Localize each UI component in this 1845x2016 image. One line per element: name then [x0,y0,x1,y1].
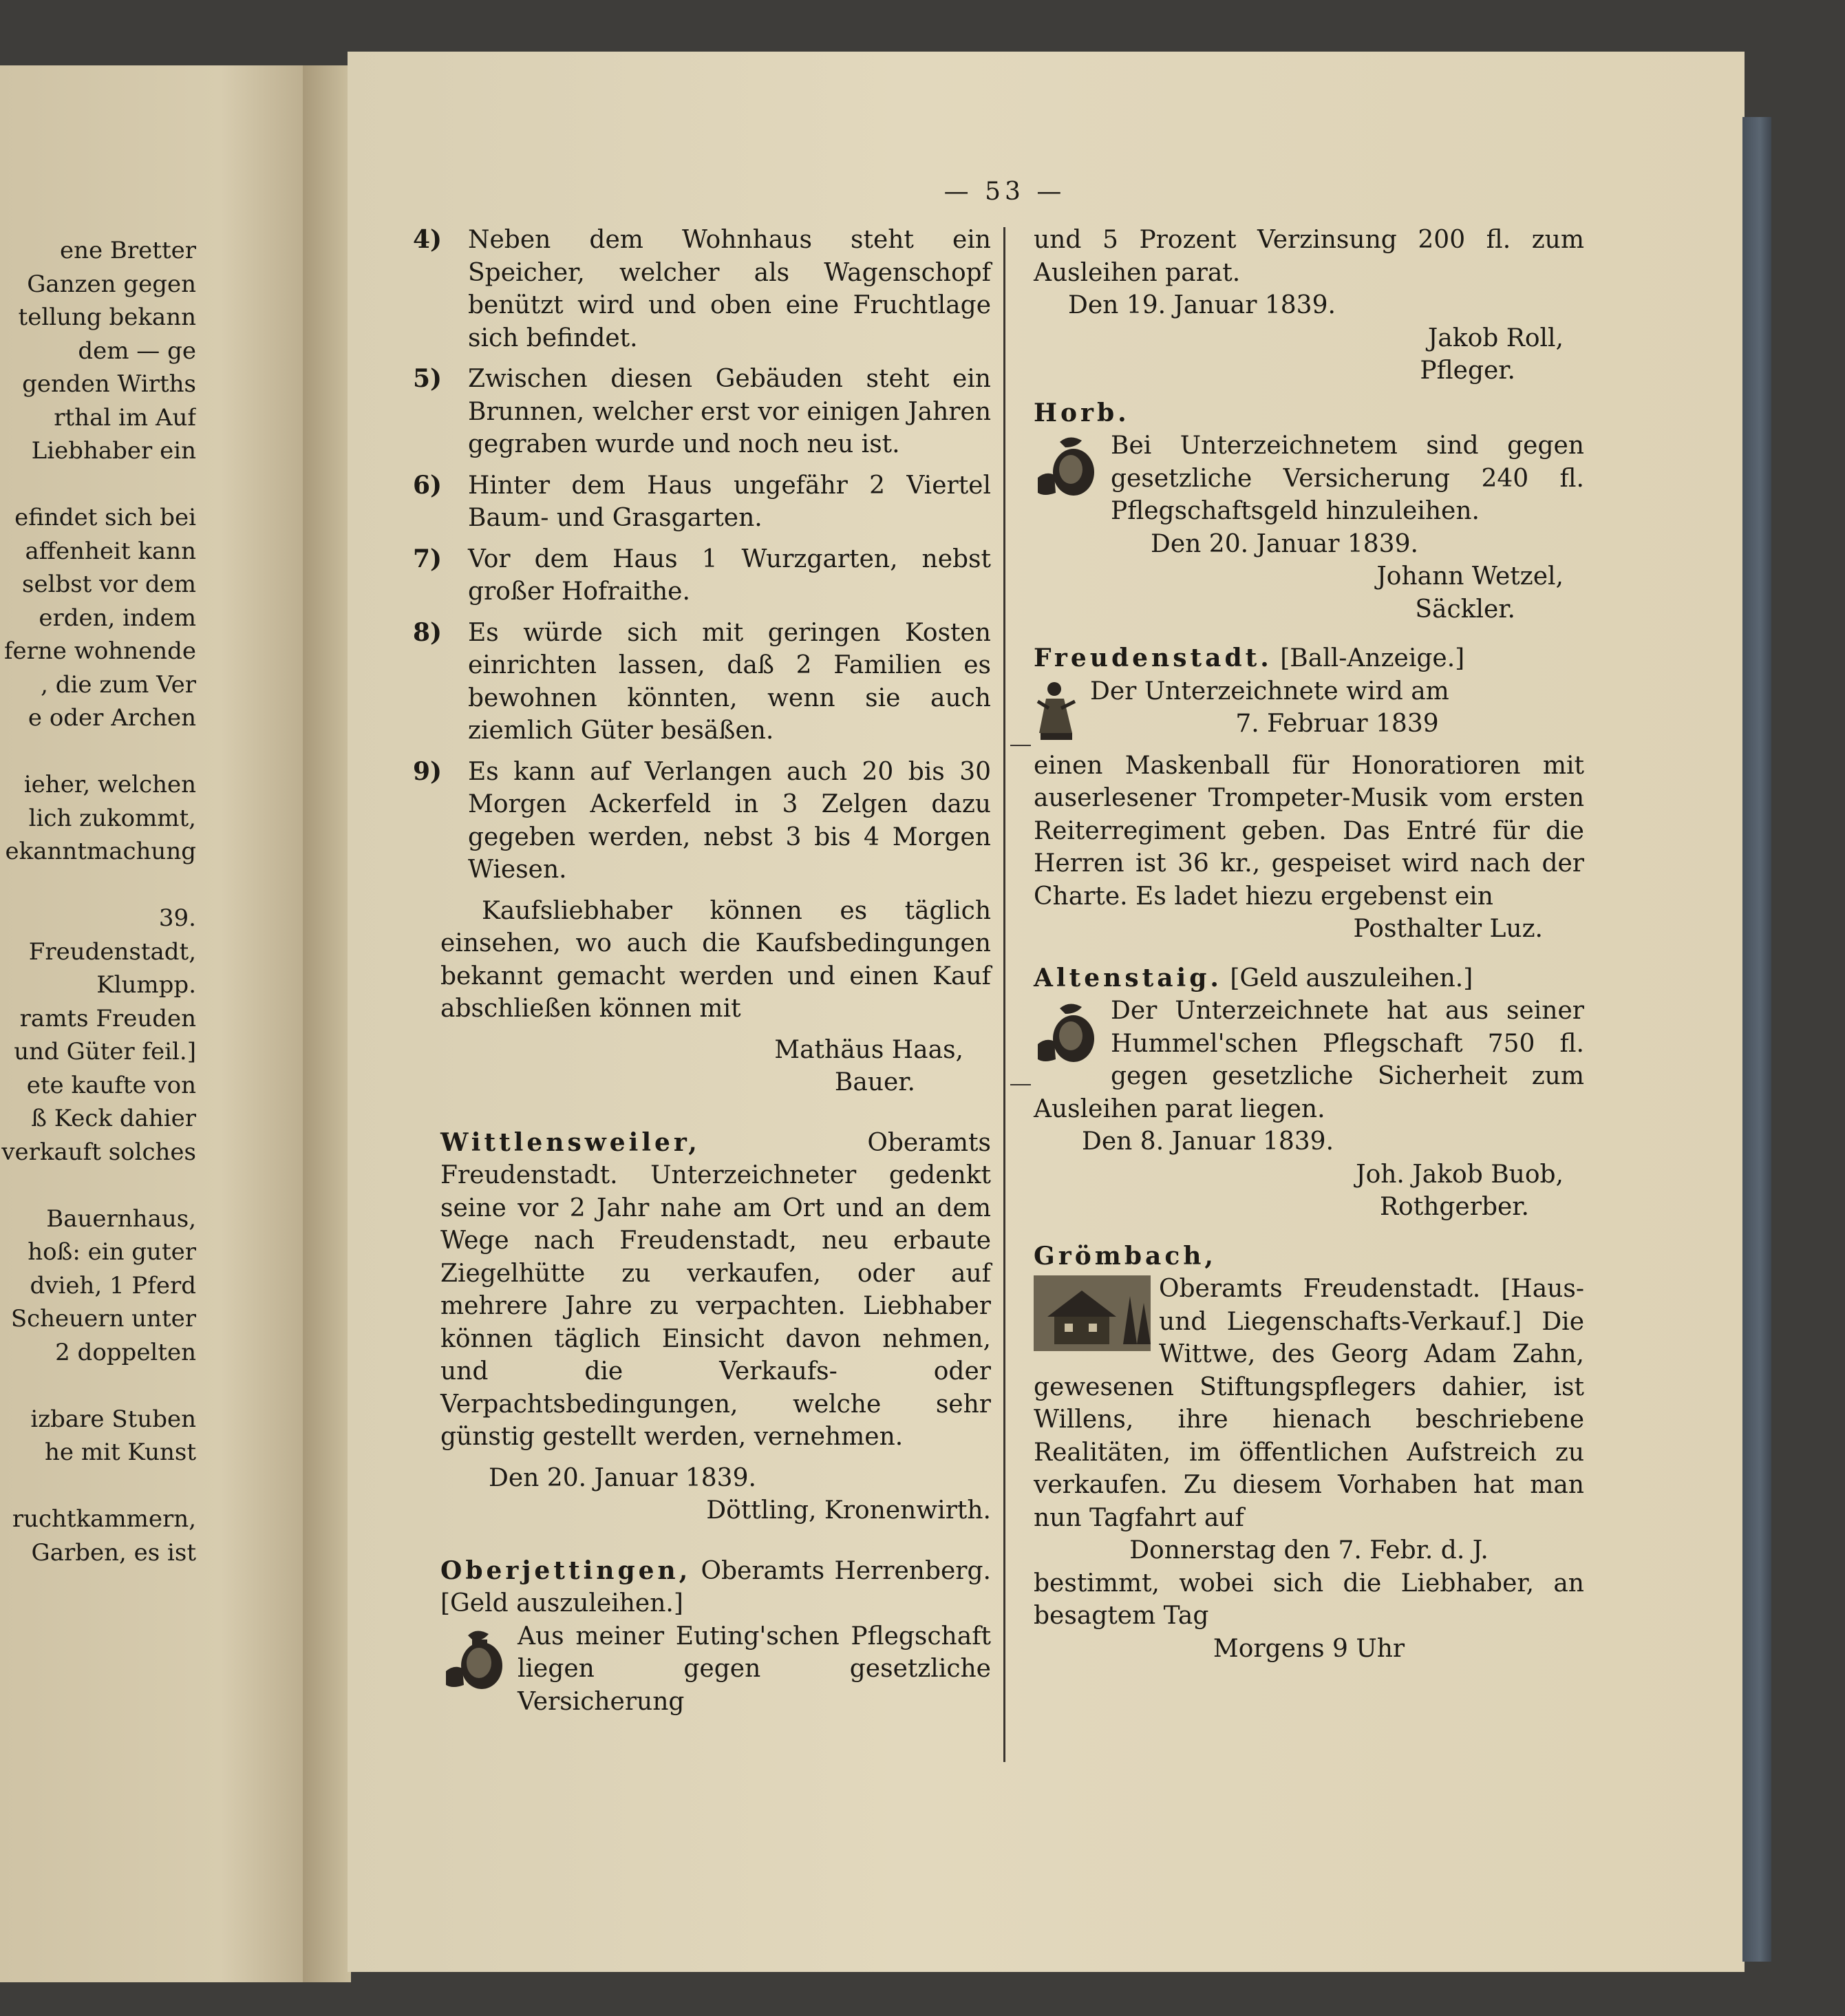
list-item [413,363,991,461]
column-divider [1003,227,1005,1762]
left-page-line: izbare Stuben [30,1405,196,1433]
left-page-line: Freudenstadt, [28,937,196,966]
sale-closing-text: Kaufsliebhaber können es täglich einsehen, wo auch die Kaufsbedingungen bekannt gemacht werden und einen Kauf abschließen können mit [440,896,991,1023]
left-page-line: selbst vor dem [22,571,196,598]
notice-body: Aus meiner Euting'schen Pflegschaft liegen gegen gesetzliche Versicherung [518,1622,991,1716]
notice-separator [1010,745,1031,746]
signature-role: Bauer. [834,1068,915,1096]
notice-separator [1010,1084,1031,1085]
list-item-number: 7) [413,544,442,573]
signature-role: Säckler. [1415,595,1515,624]
notice-groembach [1034,1240,1584,1666]
notice-body: einen Maskenball für Honoratioren mit auserlesener Trompeter-Musik vom ersten Reiterregiment geben. Das Entré für die Herren ist 36 kr., gespeiset wird nach der Charte. Es ladet hiezu ergebenst ein [1034,751,1584,911]
book-gutter [303,65,351,1982]
left-page-line: Scheuern unter [10,1305,196,1333]
notice-place: Oberjettingen, [440,1556,692,1585]
list-item [413,756,991,887]
list-item-number: 6) [413,470,442,500]
left-page-line: Klumpp. [96,971,196,999]
left-page-line: efindet sich bei [14,504,196,531]
list-item-text: Hinter dem Haus ungefähr 2 Viertel Baum- und Grasgarten. [468,471,991,532]
list-item [413,543,991,608]
notice-heading: [Geld auszuleihen.] [1230,964,1473,993]
left-page-line: 2 doppelten [55,1338,196,1366]
list-item [413,617,991,747]
notice-signature: Döttling, Kronenwirth. [706,1496,991,1525]
left-page-line: ruchtkammern, [12,1505,196,1533]
page-number: — 53 — [943,178,1066,206]
numbered-list [413,224,991,887]
list-item [413,469,991,535]
list-item-text: Es würde sich mit geringen Kosten einrichten lassen, daß 2 Familien es bewohnen könnten, wenn sie auch ziemlich Güter besäßen. [468,618,991,745]
notice-place: Wittlensweiler, [440,1127,701,1157]
list-item-text: Vor dem Haus 1 Wurzgarten, nebst großer Hofraithe. [468,544,991,606]
notice-body: Bei Unterzeichnetem sind gegen gesetzliche Versicherung 240 fl. Pflegschaftsgeld hinzuleihen. [1111,432,1584,525]
list-item [413,224,991,354]
left-page-line: he mit Kunst [45,1439,196,1466]
left-page-line: ekanntmachung [5,838,196,865]
signature-name: Mathäus Haas, [774,1035,963,1064]
signature-name: Johann Wetzel, [1376,562,1564,591]
signature-name: Joh. Jakob Buob, [1356,1160,1564,1189]
notice-place: Freudenstadt. [1034,644,1272,672]
book-cover-edge [1742,117,1771,1962]
left-page-line [0,735,196,769]
notice-date: Den 19. Januar 1839. [1068,291,1336,319]
left-page-line: Ganzen gegen [27,270,196,298]
notice-date: Den 20. Januar 1839. [1151,529,1418,558]
left-page-line: hoß: ein guter [28,1238,196,1266]
list-item-number: 8) [413,617,442,647]
list-item-number: 5) [413,364,442,393]
notice-body: bestimmt, wobei sich die Liebhaber, an besagtem Tag [1034,1569,1584,1630]
left-page-line: e oder Archen [28,704,196,732]
list-item-text: Es kann auf Verlangen auch 20 bis 30 Morgen Ackerfeld in 3 Zelgen dazu gegeben werden, nebst 3 bis 4 Morgen Wiesen. [468,757,991,884]
notice-date: Den 8. Januar 1839. [1082,1127,1334,1156]
left-page-line: Liebhaber ein [31,437,196,465]
left-page-line: ene Bretter [59,237,196,264]
event-date: 7. Februar 1839 [1235,710,1439,738]
list-item-text: Zwischen diesen Gebäuden steht ein Brunnen, welcher erst vor einigen Jahren gegraben wurde und noch neu ist. [468,365,991,458]
left-page-line: verkauft solches [1,1138,196,1166]
notice-date: Den 20. Januar 1839. [489,1463,756,1492]
left-page-line: 39. [158,904,196,932]
notice-place: Altenstaig. [1034,963,1222,993]
left-page-line [0,1169,196,1202]
left-page-line: , die zum Ver [41,670,196,699]
left-page-line: ß Keck dahier [31,1105,196,1132]
left-page-line [0,869,196,902]
left-page-line: erden, indem [39,604,196,632]
list-item-text: Neben dem Wohnhaus steht ein Speicher, welcher als Wagenschopf benützt wird und oben eine Fruchtlage sich befindet. [468,226,991,352]
signature-name: Posthalter Luz. [1353,915,1543,943]
notice-horb [1034,397,1584,626]
signature-name: Jakob Roll, [1427,323,1564,352]
left-page-line: ferne wohnende [3,637,196,665]
left-page-line: Garben, es ist [31,1538,196,1567]
signature-role: Pfleger. [1420,357,1515,385]
dancing-figure-woodcut-icon [1034,678,1082,747]
notice-place: Grömbach, [1034,1241,1217,1271]
left-page-line: dvieh, 1 Pferd [30,1271,196,1299]
column-right [1034,224,1584,1665]
left-page-line: genden Wirths [22,370,196,398]
left-page-line: rthal im Auf [54,403,196,432]
left-page-line: ieher, welchen [23,771,196,798]
notice-place: Horb. [1034,398,1130,427]
notice-body: Oberamts Freudenstadt. Unterzeichneter gedenkt seine vor 2 Jahr nahe am Ort und an dem Wege nach Freudenstadt, neu erbaute Ziegelhütte zu verkaufen, oder auf mehrere Jahre zu verpachten. Liebhaber können täglich Einsicht davon nehmen, und die Verkaufs- oder Verpachtsbedingungen, welche sehr günstig gestellt werden, vernehmen. [440,1128,991,1451]
signature-role: Rothgerber. [1379,1193,1529,1221]
left-page-line: Bauernhaus, [46,1205,196,1233]
notice-wittlensweiler [440,1127,991,1454]
hands-money-bag-woodcut-icon [1034,997,1102,1073]
left-page-line [0,1469,196,1503]
notice-body: Der Unterzeichnete hat aus seiner Hummel'schen Pflegschaft 750 fl. gegen gesetzliche Sicherheit zum Ausleihen parat liegen. [1034,997,1584,1123]
notice-altenstaig [1034,962,1584,1224]
left-page-line: ete kaufte von [26,1071,196,1099]
hands-money-bag-woodcut-icon [440,1623,509,1699]
notice-oberjettingen [440,1555,991,1620]
left-page-line: lich zukommt, [28,804,196,832]
auction-time: Morgens 9 Uhr [1213,1634,1405,1663]
left-page-text [0,234,196,1569]
left-page-line [0,1369,196,1403]
notice-heading: Oberamts Freudenstadt. [Haus- und Liegenschafts-Verkauf.] [1159,1275,1584,1336]
list-item-number: 9) [413,756,442,786]
notice-body: Der Unterzeichnete wird am [1090,677,1449,705]
notice-freudenstadt [1034,642,1584,946]
left-page-line: tellung bekann [18,304,196,331]
notice-oberjettingen-body [440,1620,991,1719]
notice-heading: [Ball-Anzeige.] [1280,644,1465,672]
hands-money-bag-woodcut-icon [1034,432,1102,508]
left-page-line: und Güter feil.] [14,1038,196,1065]
continued-text: und 5 Prozent Verzinsung 200 fl. zum Ausleihen parat. [1034,226,1584,287]
auction-date: Donnerstag den 7. Febr. d. J. [1129,1536,1489,1564]
left-page-line: ramts Freuden [19,1004,196,1032]
list-item-number: 4) [413,225,442,254]
farmhouse-woodcut-icon [1034,1275,1151,1351]
left-page-line: dem — ge [78,337,196,365]
column-left [413,224,991,1718]
notice-heading: Oberamts Herrenberg. [Geld auszuleihen.] [440,1556,991,1617]
left-page-line [0,468,196,502]
left-page-line: affenheit kann [25,537,196,565]
notice-body: Die Wittwe, des Georg Adam Zahn, gewesenen Stiftungspflegers dahier, ist Willens, ihre hienach beschriebene Realitäten, im öffentlichen Aufstreich zu verkaufen. Zu diesem Vorhaben hat man nun Tagfahrt auf [1034,1307,1584,1532]
